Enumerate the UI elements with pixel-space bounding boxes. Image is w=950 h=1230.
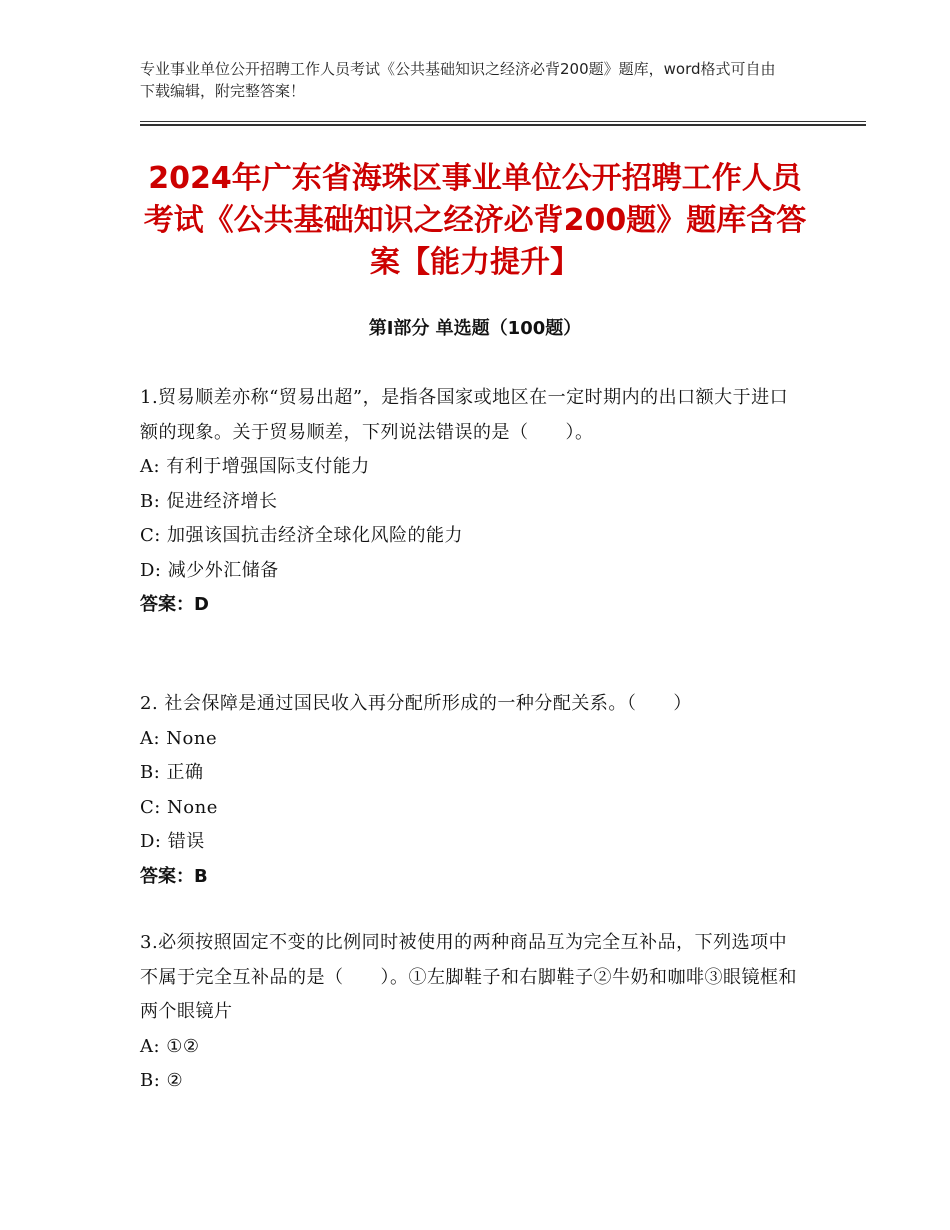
answer: 答案：B [140,865,208,887]
header-note: 专业事业单位公开招聘工作人员考试《公共基础知识之经济必背200题》题库，word格式可自由下载编辑，附完整答案！ [140,60,776,100]
question-3 [140,926,805,1099]
option-d: D: 错误 [140,831,205,852]
option-a: A: 有利于增强国际支付能力 [140,456,370,477]
option-a: A: None [140,727,218,749]
document-title: 2024年广东省海珠区事业单位公开招聘工作人员考试《公共基础知识之经济必背200题》题库含答案【能力提升】 [143,161,807,280]
option-b: B: 正确 [140,762,204,783]
question-stem: 3.必须按照固定不变的比例同时被使用的两种商品互为完全互补品，下列选项中不属于完全互补品的是（ ）。①左脚鞋子和右脚鞋子②牛奶和咖啡③眼镜框和两个眼镜片 [140,932,797,1022]
header-divider-thin [140,121,866,122]
question-2 [140,687,805,894]
option-b: B: ② [140,1070,184,1091]
question-1 [140,381,805,623]
option-b: B: 促进经济增长 [140,490,278,512]
option-d: D: 减少外汇储备 [140,559,279,581]
section-title: 第Ⅰ部分 单选题（100题） [368,318,582,339]
header-divider-thick [140,124,866,126]
option-c: C: 加强该国抗击经济全球化风险的能力 [140,525,464,546]
answer: 答案：D [140,594,209,615]
option-c: C: None [140,796,218,818]
question-stem: 2. 社会保障是通过国民收入再分配所形成的一种分配关系。（ ） [140,693,692,714]
option-a: A: ①② [140,1035,200,1057]
question-stem: 1.贸易顺差亦称“贸易出超”，是指各国家或地区在一定时期内的出口额大于进口额的现象。关于贸易顺差，下列说法错误的是（ ）。 [140,387,789,443]
